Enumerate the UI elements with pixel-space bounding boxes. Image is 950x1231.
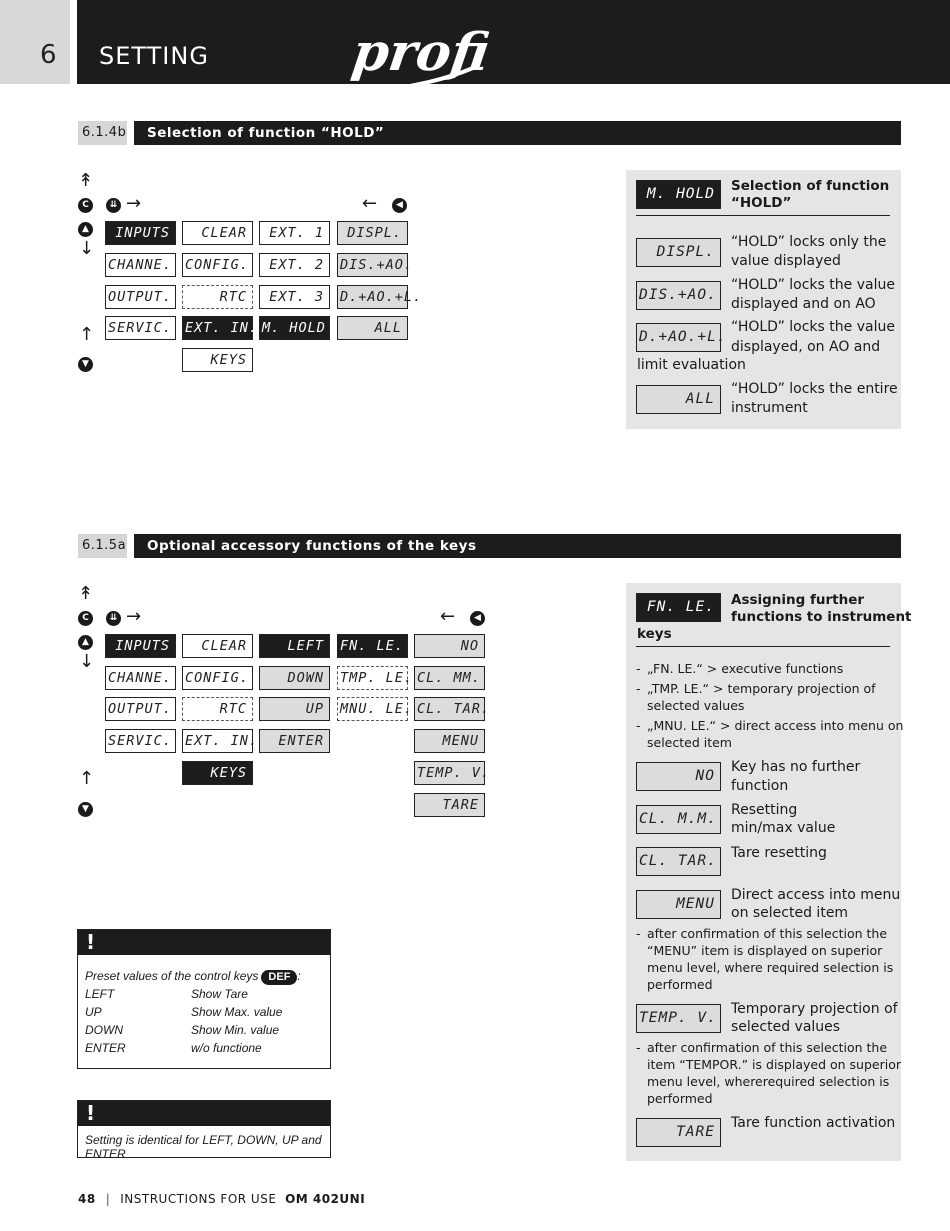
menu-rtc[interactable]: RTC [182,285,253,309]
menu-output[interactable]: OUTPUT. [105,697,176,721]
menu-ext3[interactable]: EXT. 3 [259,285,330,309]
panel-title: Selection of function “HOLD” [731,178,890,211]
menu-config[interactable]: CONFIG. [182,253,253,277]
double-up-arrow-icon: ↟ [78,583,94,604]
menu-mnu-le[interactable]: MNU. LE. [337,697,408,721]
section-title: Optional accessory functions of the keys [134,534,901,558]
menu-clear[interactable]: CLEAR [182,221,253,245]
menu-config[interactable]: CONFIG. [182,666,253,690]
down-arrow-icon: ↓ [79,651,95,672]
note-row: LEFT Show Tare [85,987,248,1001]
footer-model: OM 402UNI [285,1192,366,1206]
panel-rule [636,646,890,647]
preset-note-box [77,929,331,1069]
section-number: 6.1.5a [78,534,127,558]
warning-icon: ! [78,1101,330,1126]
menu-left[interactable]: LEFT [259,634,330,658]
menu-m-hold[interactable]: M. HOLD [259,316,330,340]
item-lcd: MENU [636,890,721,919]
panel-title: Assigning further [731,592,865,608]
menu-tmp-le[interactable]: TMP. LE. [337,666,408,690]
item-lcd: DIS.+AO. [636,281,721,310]
left-arrow-icon: ← [362,193,378,214]
section-title: Selection of function “HOLD” [134,121,901,145]
note-row: DOWN Show Min. value [85,1023,280,1037]
footer-label: INSTRUCTIONS FOR USE [120,1192,277,1206]
item-text: instrument [731,400,808,416]
menu-servic[interactable]: SERVIC. [105,729,176,753]
temp-note: performed [647,1091,713,1106]
def-badge: DEF [261,970,297,985]
item-lcd: CL. TAR. [636,847,721,876]
temp-note: - after confirmation of this selection the [636,1040,888,1055]
item-text: selected values [731,1019,841,1035]
item-text: Tare resetting [731,845,827,861]
menu-rtc[interactable]: RTC [182,697,253,721]
right-arrow-icon: → [126,606,142,627]
panel-rule [636,215,890,216]
menu-up[interactable]: UP [259,697,330,721]
menu-displ[interactable]: DISPL. [337,221,408,245]
down-key-icon[interactable]: ▼ [78,802,93,817]
chapter-number-box [0,0,70,84]
menu-tare[interactable]: TARE [414,793,485,817]
item-lcd: D.+AO.+L. [636,323,721,352]
temp-note: menu level, whererequired selection is [647,1074,890,1089]
right-arrow-icon: → [126,193,142,214]
menu-cl-mm[interactable]: CL. MM. [414,666,485,690]
page-number: 48 [78,1192,96,1206]
panel-title: functions to instrument [731,609,912,625]
profi-logo [348,8,505,100]
down-arrow-icon: ↓ [79,238,95,259]
item-text: function [731,778,789,794]
menu-dis-ao[interactable]: DIS.+AO. [337,253,408,277]
bullet-item: - „FN. LE.“ > executive functions [636,661,844,676]
enter-key-icon[interactable]: ⇊ [106,611,121,626]
section-number: 6.1.4b [78,121,127,145]
menu-temp-v[interactable]: TEMP. V. [414,761,485,785]
panel-title: keys [637,626,672,642]
item-text: on selected item [731,905,849,921]
item-lcd: DISPL. [636,238,721,267]
menu-cl-tar[interactable]: CL. TAR. [414,697,485,721]
item-lcd: CL. M.M. [636,805,721,834]
panel-head-lcd: M. HOLD [636,180,721,209]
menu-note: performed [647,977,713,992]
menu-channe[interactable]: CHANNE. [105,253,176,277]
double-up-arrow-icon: ↟ [78,170,94,191]
item-text: Tare function activation [731,1115,896,1131]
left-arrow-icon: ← [440,606,456,627]
down-key-icon[interactable]: ▼ [78,357,93,372]
item-text: displayed, on AO and [731,339,881,355]
chapter-title: SETTING [99,42,209,70]
up-arrow-icon: ↑ [79,768,95,789]
menu-note: “MENU” item is displayed on superior [647,943,883,958]
item-lcd: TEMP. V. [636,1004,721,1033]
note-row: ENTER w/o functione [85,1041,262,1055]
menu-clear[interactable]: CLEAR [182,634,253,658]
menu-fn-le[interactable]: FN. LE. [337,634,408,658]
menu-servic[interactable]: SERVIC. [105,316,176,340]
left-key-icon[interactable]: ◀ [470,611,485,626]
svg-text:profi: profi [348,22,494,83]
menu-inputs[interactable]: INPUTS [105,634,176,658]
identical-note-box [77,1100,331,1161]
item-lcd: ALL [636,385,721,414]
note-text: Setting is identical for LEFT, DOWN, UP and ENTER [85,1133,322,1161]
note-intro: Preset values of the control keys DEF : [85,969,301,983]
up-key-icon[interactable]: ▲ [78,222,93,237]
temp-note: item “TEMPOR.” is displayed on superior [647,1057,901,1072]
note-row: UP Show Max. value [85,1005,283,1019]
enter-key-icon[interactable]: ⇊ [106,198,121,213]
warning-icon: ! [78,930,330,955]
bullet-item-cont: selected item [647,735,732,750]
up-key-icon[interactable]: ▲ [78,635,93,650]
item-text: “HOLD” locks the value [731,277,895,293]
menu-ext-in[interactable]: EXT. IN. [182,729,253,753]
c-key-icon[interactable]: C [78,611,93,626]
menu-output[interactable]: OUTPUT. [105,285,176,309]
menu-ext1[interactable]: EXT. 1 [259,221,330,245]
item-text: limit evaluation [637,357,746,373]
bullet-item-cont: selected values [647,698,745,713]
item-text: Key has no further [731,759,861,775]
menu-down[interactable]: DOWN [259,666,330,690]
item-text: value displayed [731,253,841,269]
menu-keys[interactable]: KEYS [182,761,253,785]
menu-d-ao-l[interactable]: D.+AO.+L. [337,285,408,309]
bullet-item: - „TMP. LE.“ > temporary projection of [636,681,876,696]
item-lcd: NO [636,762,721,791]
menu-keys[interactable]: KEYS [182,348,253,372]
header-bar [77,0,950,84]
item-text: “HOLD” locks the entire [731,381,898,397]
menu-inputs[interactable]: INPUTS [105,221,176,245]
page-footer: 48 | INSTRUCTIONS FOR USE OM 402UNI [78,1192,366,1206]
c-key-icon[interactable]: C [78,198,93,213]
item-lcd: TARE [636,1118,721,1147]
menu-note: - after confirmation of this selection the [636,926,888,941]
item-text: min/max value [731,820,836,836]
menu-enter[interactable]: ENTER [259,729,330,753]
item-text: Direct access into menu [731,887,901,903]
menu-note: menu level, where required selection is [647,960,894,975]
menu-channe[interactable]: CHANNE. [105,666,176,690]
left-key-icon[interactable]: ◀ [392,198,407,213]
bullet-item: - „MNU. LE.“ > direct access into menu on [636,718,904,733]
item-text: “HOLD” locks the value [731,319,895,335]
menu-ext-in[interactable]: EXT. IN. [182,316,253,340]
item-text: Temporary projection of [731,1001,898,1017]
menu-no[interactable]: NO [414,634,485,658]
item-text: Resetting [731,802,798,818]
chapter-number: 6 [40,40,57,70]
item-text: “HOLD” locks only the [731,234,887,250]
menu-all[interactable]: ALL [337,316,408,340]
up-arrow-icon: ↑ [79,324,95,345]
panel-head-lcd: FN. LE. [636,593,721,622]
item-text: displayed and on AO [731,296,876,312]
menu-ext2[interactable]: EXT. 2 [259,253,330,277]
menu-menu[interactable]: MENU [414,729,485,753]
